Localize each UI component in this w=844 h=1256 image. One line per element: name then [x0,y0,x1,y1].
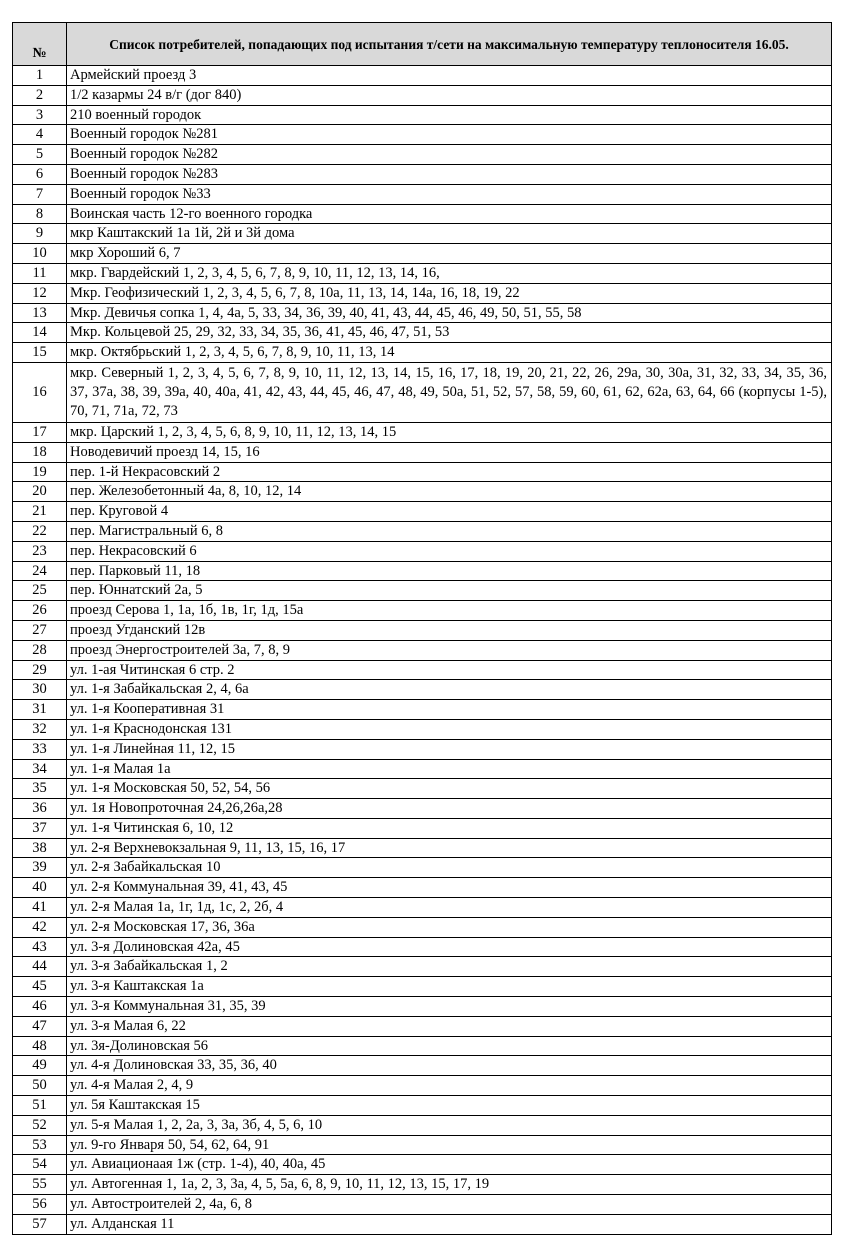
row-address: ул. 2-я Забайкальская 10 [67,858,832,878]
table-row [13,799,832,819]
table-row [13,1195,832,1215]
row-number: 5 [13,145,67,165]
row-number: 1 [13,66,67,86]
row-address: Армейский проезд 3 [67,66,832,86]
row-address: ул. 3-я Малая 6, 22 [67,1016,832,1036]
row-number: 30 [13,680,67,700]
row-address: ул. Автогенная 1, 1а, 2, 3, 3а, 4, 5, 5а, 6, 8, 9, 10, 11, 12, 13, 15, 17, 19 [67,1175,832,1195]
row-number: 11 [13,263,67,283]
row-number: 29 [13,660,67,680]
row-address: ул. 5-я Малая 1, 2, 2а, 3, 3а, 3б, 4, 5, 6, 10 [67,1115,832,1135]
row-number: 45 [13,977,67,997]
table-row [13,620,832,640]
table-row [13,244,832,264]
table-row [13,164,832,184]
row-address: ул. 3-я Коммунальная 31, 35, 39 [67,997,832,1017]
table-row [13,1076,832,1096]
row-number: 52 [13,1115,67,1135]
table-row [13,362,832,422]
row-number: 2 [13,85,67,105]
table-row [13,581,832,601]
row-number: 26 [13,601,67,621]
row-address: Военный городок №282 [67,145,832,165]
table-row [13,779,832,799]
row-address: Мкр. Девичья сопка 1, 4, 4а, 5, 33, 34, 36, 39, 40, 41, 43, 44, 45, 46, 49, 50, 51, 55, 58 [67,303,832,323]
row-number: 27 [13,620,67,640]
row-number: 42 [13,917,67,937]
table-row [13,303,832,323]
row-address: ул. 4-я Малая 2, 4, 9 [67,1076,832,1096]
table-row [13,917,832,937]
row-number: 55 [13,1175,67,1195]
row-number: 38 [13,838,67,858]
row-number: 46 [13,997,67,1017]
table-row [13,1115,832,1135]
table-row [13,462,832,482]
row-number: 31 [13,700,67,720]
row-number: 39 [13,858,67,878]
table-row [13,85,832,105]
table-row [13,204,832,224]
row-address: пер. Некрасовский 6 [67,541,832,561]
consumer-list-sheet [12,22,831,1235]
row-number: 6 [13,164,67,184]
row-address: ул. 1-я Читинская 6, 10, 12 [67,818,832,838]
row-number: 25 [13,581,67,601]
row-number: 23 [13,541,67,561]
row-number: 36 [13,799,67,819]
table-title-header: Список потребителей, попадающих под испытания т/сети на максимальную температуру теплоносителя 16.05. [67,23,832,66]
row-number: 34 [13,759,67,779]
row-number: 22 [13,521,67,541]
table-row [13,1155,832,1175]
row-address: Военный городок №283 [67,164,832,184]
row-number: 49 [13,1056,67,1076]
row-number: 7 [13,184,67,204]
table-row [13,1135,832,1155]
table-row [13,224,832,244]
row-number: 20 [13,482,67,502]
row-address: мкр. Октябрьский 1, 2, 3, 4, 5, 6, 7, 8, 9, 10, 11, 13, 14 [67,343,832,363]
row-address: ул. 2-я Коммунальная 39, 41, 43, 45 [67,878,832,898]
row-address: Военный городок №33 [67,184,832,204]
row-address: ул. 3-я Забайкальская 1, 2 [67,957,832,977]
row-number: 57 [13,1214,67,1234]
row-number: 19 [13,462,67,482]
row-address: ул. Автостроителей 2, 4а, 6, 8 [67,1195,832,1215]
row-address: ул. 2-я Московская 17, 36, 36а [67,917,832,937]
row-address: пер. Круговой 4 [67,502,832,522]
table-row [13,957,832,977]
row-address: ул. 1-я Линейная 11, 12, 15 [67,739,832,759]
row-address: 1/2 казармы 24 в/г (дог 840) [67,85,832,105]
table-row [13,323,832,343]
row-address: мкр Хороший 6, 7 [67,244,832,264]
row-number: 14 [13,323,67,343]
table-row [13,541,832,561]
row-number: 50 [13,1076,67,1096]
row-address: ул. 1-я Краснодонская 131 [67,719,832,739]
row-address: проезд Угданский 12в [67,620,832,640]
row-number: 33 [13,739,67,759]
row-address: пер. Железобетонный 4а, 8, 10, 12, 14 [67,482,832,502]
row-number: 51 [13,1096,67,1116]
row-number: 18 [13,442,67,462]
row-number: 54 [13,1155,67,1175]
row-address: ул. 1-я Кооперативная 31 [67,700,832,720]
table-row [13,680,832,700]
row-address: ул. 3-я Каштакская 1а [67,977,832,997]
row-number: 12 [13,283,67,303]
table-row [13,977,832,997]
table-row [13,442,832,462]
table-row [13,184,832,204]
table-row [13,502,832,522]
row-number: 3 [13,105,67,125]
row-address: мкр Каштакский 1а 1й, 2й и 3й дома [67,224,832,244]
row-address: пер. Юннатский 2а, 5 [67,581,832,601]
table-row [13,759,832,779]
row-number: 24 [13,561,67,581]
table-row [13,343,832,363]
row-address: ул. 2-я Малая 1а, 1г, 1д, 1с, 2, 2б, 4 [67,898,832,918]
table-row [13,937,832,957]
row-number: 10 [13,244,67,264]
row-number: 16 [13,362,67,422]
table-row [13,125,832,145]
table-row [13,660,832,680]
row-address: ул. 3я-Долиновская 56 [67,1036,832,1056]
row-number: 41 [13,898,67,918]
number-column-header: № [13,23,67,66]
row-address: ул. 1-ая Читинская 6 стр. 2 [67,660,832,680]
row-number: 53 [13,1135,67,1155]
table-row [13,283,832,303]
table-header-row [13,23,832,66]
row-address: 210 военный городок [67,105,832,125]
row-address: мкр. Северный 1, 2, 3, 4, 5, 6, 7, 8, 9, 10, 11, 12, 13, 14, 15, 16, 17, 18, 19, 20, 21, 22, 26, 29а, 30, 30а, 31, 32, 33, 34, 35, 36, 37, 37а, 38, 39, 39а, 40, 40а, 41, 42, 43, 44, 45, 46, 47, 48, 49, 50а, 51, 52, 57, 58, 59, 60, 61, 62, 62а, 63, 64, 66 (корпусы 1-5), 70, 71, 71а, 72, 73 [67,362,832,422]
row-address: пер. Магистральный 6, 8 [67,521,832,541]
row-address: ул. 4-я Долиновская 33, 35, 36, 40 [67,1056,832,1076]
row-number: 37 [13,818,67,838]
row-address: пер. Парковый 11, 18 [67,561,832,581]
table-row [13,263,832,283]
row-address: ул. 1-я Малая 1а [67,759,832,779]
row-number: 21 [13,502,67,522]
table-row [13,1214,832,1234]
row-number: 13 [13,303,67,323]
table-row [13,1036,832,1056]
row-address: Воинская часть 12-го военного городка [67,204,832,224]
table-row [13,640,832,660]
row-address: мкр. Царский 1, 2, 3, 4, 5, 6, 8, 9, 10, 11, 12, 13, 14, 15 [67,422,832,442]
row-number: 28 [13,640,67,660]
table-row [13,1056,832,1076]
row-address: ул. 2-я Верхневокзальная 9, 11, 13, 15, 16, 17 [67,838,832,858]
table-row [13,898,832,918]
table-row [13,561,832,581]
row-number: 35 [13,779,67,799]
row-number: 40 [13,878,67,898]
row-address: Новодевичий проезд 14, 15, 16 [67,442,832,462]
table-row [13,66,832,86]
table-row [13,739,832,759]
row-number: 56 [13,1195,67,1215]
table-row [13,145,832,165]
table-row [13,719,832,739]
table-row [13,482,832,502]
row-address: ул. 9-го Января 50, 54, 62, 64, 91 [67,1135,832,1155]
row-address: ул. 1я Новопроточная 24,26,26а,28 [67,799,832,819]
table-row [13,878,832,898]
row-address: ул. 1-я Забайкальская 2, 4, 6а [67,680,832,700]
consumer-table [12,22,832,1235]
row-number: 4 [13,125,67,145]
table-row [13,858,832,878]
table-row [13,700,832,720]
table-row [13,601,832,621]
row-number: 43 [13,937,67,957]
table-row [13,1175,832,1195]
table-row [13,838,832,858]
row-number: 44 [13,957,67,977]
table-row [13,1096,832,1116]
row-number: 8 [13,204,67,224]
row-number: 17 [13,422,67,442]
row-address: ул. Алданская 11 [67,1214,832,1234]
row-address: пер. 1-й Некрасовский 2 [67,462,832,482]
row-address: мкр. Гвардейский 1, 2, 3, 4, 5, 6, 7, 8, 9, 10, 11, 12, 13, 14, 16, [67,263,832,283]
table-body [13,66,832,1235]
row-number: 9 [13,224,67,244]
row-address: ул. 3-я Долиновская 42а, 45 [67,937,832,957]
row-address: проезд Серова 1, 1а, 1б, 1в, 1г, 1д, 15а [67,601,832,621]
row-address: ул. 5я Каштакская 15 [67,1096,832,1116]
table-row [13,105,832,125]
row-address: проезд Энергостроителей 3а, 7, 8, 9 [67,640,832,660]
table-row [13,1016,832,1036]
row-number: 47 [13,1016,67,1036]
row-address: Мкр. Кольцевой 25, 29, 32, 33, 34, 35, 36, 41, 45, 46, 47, 51, 53 [67,323,832,343]
row-number: 48 [13,1036,67,1056]
row-number: 32 [13,719,67,739]
table-row [13,521,832,541]
row-address: Мкр. Геофизический 1, 2, 3, 4, 5, 6, 7, 8, 10а, 11, 13, 14, 14а, 16, 18, 19, 22 [67,283,832,303]
table-row [13,818,832,838]
table-row [13,997,832,1017]
table-row [13,422,832,442]
row-number: 15 [13,343,67,363]
row-address: ул. 1-я Московская 50, 52, 54, 56 [67,779,832,799]
row-address: ул. Авиационаая 1ж (стр. 1-4), 40, 40а, 45 [67,1155,832,1175]
row-address: Военный городок №281 [67,125,832,145]
